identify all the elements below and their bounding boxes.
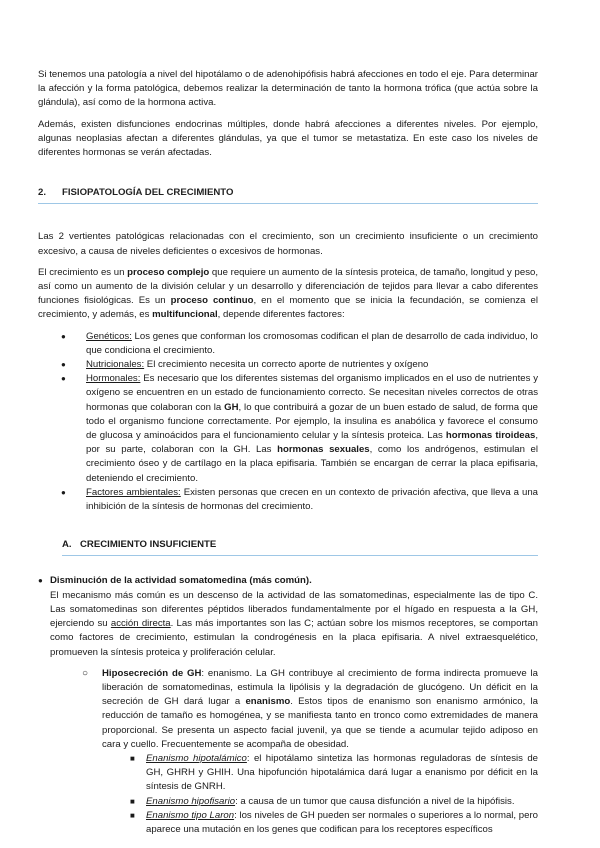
section-a-number: A. (62, 539, 72, 551)
document-page (38, 68, 538, 837)
section-2-heading (38, 186, 538, 204)
intro-paragraph-1: Si tenemos una patología a nivel del hipotálamo o de adenohipófisis habrá afecciones en todo el eje. Para determinar la afección y la forma patológica, debemos realizar la determinación de tanto la hormona trófica (que actúa sobre la glándula), así como de la hormona activa. (38, 69, 538, 109)
list-item: ● Factores ambientales: Existen personas que crecen en un contexto de privación afectiva, que lleva a una inhibición de la síntesis de hormonas del crecimiento. (86, 486, 538, 514)
list-item: ■ Enanismo tipo Laron: los niveles de GH pueden ser normales o superiores a lo normal, pero aparece una mutación en los genes que codifican para los receptores específicos (146, 809, 538, 837)
somatomedin-paragraph: El mecanismo más común es un descenso de la actividad de las somatomedinas, especialmente las de tipo C. Las somatomedinas son diferentes péptidos liberados fundamentalmente por el hígado en respuesta a la GH, ejerciendo su acción directa. Las más importantes son las C; actúan sobre los mismos receptores, se comportan como factores de crecimiento, estimulan la condrogénesis en la placa epifisaria. A nivel extraesquelético, promueven la síntesis proteica y proliferación celular. (50, 589, 538, 658)
section-a-heading (62, 538, 538, 556)
section-a-title: CRECIMIENTO INSUFICIENTE (80, 539, 217, 551)
hyposecretion-item: ○ Hiposecreción de GH: enanismo. La GH contribuye al crecimiento de forma indirecta promueve la liberación de somatomedinas, estimula la lipólisis y la degradación de glucógeno. Un déficit en la secreción de GH dará lugar a enanismo. Estos tipos de enanismo son enanismo armónico, la reducción de tamaño es homogénea, y se manifiesta tanto en tronco como extremidades de manera proporcional. Se presenta un aspecto facial juvenil, ya que se tiende a acumular tejido adiposo en cara y cuello. Frecuentemente se acompaña de obesidad. (102, 667, 538, 752)
growth-factors-list (38, 330, 538, 515)
section-2-paragraph-2: El crecimiento es un proceso complejo que requiere un aumento de la síntesis proteica, de tamaño, longitud y peso, así como un aumento de la división celular y un desarrollo y diferenciación de tejidos para llevar a cabo diferentes funciones fisiológicas. Es un proceso continuo, en el momento que se inicia la fecundación, se comienza el crecimiento, y además, es multifuncional, depende diferentes factores: (38, 266, 539, 321)
list-item: ● Hormonales: Es necesario que los diferentes sistemas del organismo implicados en el uso de nutrientes y oxígeno se encuentren en un estado de funcionamiento correcto. Se necesitan niveles correctos de otras hormonas que colaboran con la GH, lo que contribuirá a gozar de un buen estado de salud, de forma que todo el organismo funcione correctamente. Por ejemplo, la insulina es anabólica y favorece el consumo de glucosa y aminoácidos para el funcionamiento celular y la síntesis proteica. Las hormonas tiroideas, por su parte, colaboran con la GH. Las hormonas sexuales, como los andrógenos, estimulan el crecimiento óseo y de cartílago en la placa epifisaria. También se encargan de cerrar la placa epifisaria, deteniendo el crecimiento. (86, 372, 538, 486)
list-item: ● Nutricionales: El crecimiento necesita un correcto aporte de nutrientes y oxígeno (86, 358, 538, 372)
dwarfism-types-list (38, 752, 538, 837)
list-item: ■ Enanismo hipotalámico: el hipotálamo sintetiza las hormonas reguladoras de síntesis de GH, GHRH y GHIH. Una hipofunción hipotalámica dará lugar a enanismo por déficit en la síntesis de GNRH. (146, 752, 538, 795)
section-2-paragraph-1: Las 2 vertientes patológicas relacionadas con el crecimiento, son un crecimiento insuficiente o un crecimiento excesivo, a causa de niveles deficientes o excesivos de hormonas. (38, 231, 538, 257)
list-item: ■ Enanismo hipofisario: a causa de un tumor que causa disfunción a nivel de la hipófisis. (146, 795, 538, 809)
somatomedin-bullet: ● Disminución de la actividad somatomedina (más común). (50, 574, 538, 588)
section-2-number: 2. (38, 187, 47, 199)
intro-paragraph-2: Además, existen disfunciones endocrinas múltiples, donde habrá afecciones a diferentes niveles. Por ejemplo, algunas neoplasias afectan a diferentes glándulas, ya que el tumor se metastatiza. En este caso los niveles de diferentes hormonas se verán afectadas. (38, 118, 538, 159)
section-2-title: FISIOPATOLOGÍA DEL CRECIMIENTO (62, 187, 234, 199)
list-item: ● Genéticos: Los genes que conforman los cromosomas codifican el plan de desarrollo de cada individuo, lo que condiciona el crecimiento. (86, 330, 538, 358)
